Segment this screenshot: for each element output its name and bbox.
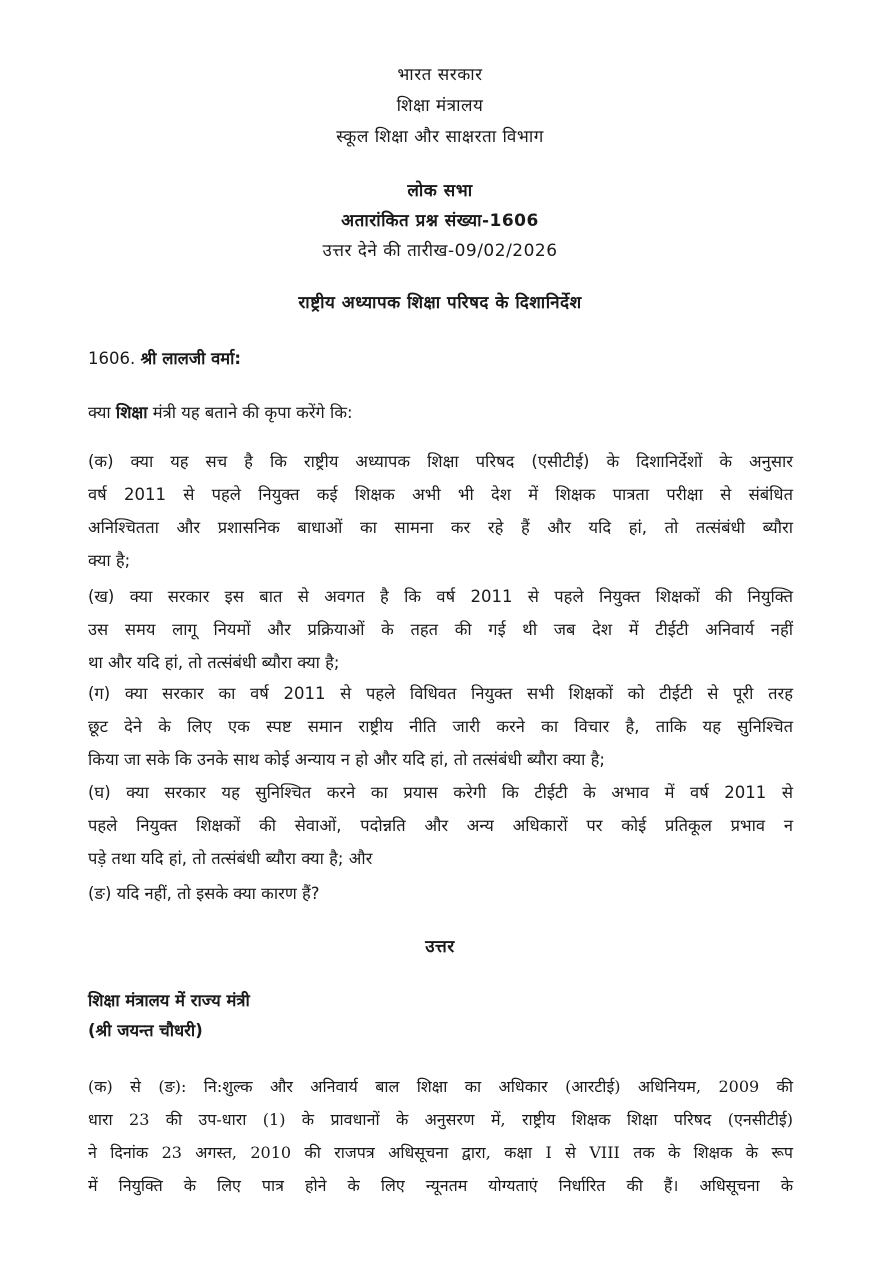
answer-line: में नियुक्ति के लिए पात्र होने के लिए न्यूनतम योग्यताएं निर्धारित की हैं। अधिसूचना के	[88, 1176, 793, 1195]
question-line: पड़े तथा यदि हां, तो तत्संबंधी ब्यौरा क्या है; और	[88, 849, 373, 868]
header-government: भारत सरकार	[397, 65, 483, 85]
questioner-line	[88, 346, 793, 369]
answer-line: ने दिनांक 23 अगस्त, 2010 की राजपत्र अधिसूचना द्वारा, कक्षा I से VIII तक के शिक्षक के रूप	[88, 1143, 793, 1162]
question-line: वर्ष 2011 से पहले नियुक्त कई शिक्षक अभी भी देश में शिक्षक पात्रता परीक्षा से संबंधित	[88, 485, 793, 504]
intro-line	[88, 400, 793, 423]
question-line: छूट देने के लिए एक स्पष्ट समान राष्ट्रीय नीति जारी करने का विचार है, ताकि यह सुनिश्चित	[88, 717, 793, 736]
question-line: पहले नियुक्त शिक्षकों की सेवाओं, पदोन्नति और अन्य अधिकारों पर कोई प्रतिकूल प्रभाव न	[88, 816, 793, 835]
answer-line: धारा 23 की उप-धारा (1) के प्रावधानों के अनुसरण में, राष्ट्रीय शिक्षक शिक्षा परिषद (एनसीटीई)	[88, 1110, 793, 1129]
question-line: था और यदि हां, तो तत्संबंधी ब्यौरा क्या है;	[88, 653, 340, 672]
header-department: स्कूल शिक्षा और साक्षरता विभाग	[336, 127, 544, 147]
question-kha	[88, 580, 793, 679]
house-name: लोक सभा	[407, 181, 473, 201]
question-number-heading: अतारांकित प्रश्न संख्या-1606	[341, 211, 539, 231]
question-line: अनिश्चितता और प्रशासनिक बाधाओं का सामना कर रहे हैं और यदि हां, तो तत्संबंधी ब्यौरा	[88, 518, 793, 537]
answer-date: उत्तर देने की तारीख-09/02/2026	[322, 241, 558, 261]
question-line: किया जा सके कि उनके साथ कोई अन्याय न हो और यदि हां, तो तत्संबंधी ब्यौरा क्या है;	[88, 750, 605, 769]
intro-prefix: क्या	[88, 403, 111, 422]
question-line: (ग) क्या सरकार का वर्ष 2011 से पहले विधिवत नियुक्त सभी शिक्षकों को टीईटी से पूरी तरह	[88, 684, 793, 703]
question-line: उस समय लागू नियमों और प्रक्रियाओं के तहत की गई थी जब देश में टीईटी अनिवार्य नहीं	[88, 620, 793, 639]
question-line: (क) क्या यह सच है कि राष्ट्रीय अध्यापक शिक्षा परिषद (एसीटीई) के दिशानिर्देशों के अनुसार	[88, 452, 793, 471]
answer-paragraph	[88, 1070, 793, 1202]
answer-line: (क) से (ङ): नि:शुल्क और अनिवार्य बाल शिक्षा का अधिकार (आरटीई) अधिनियम, 2009 की	[88, 1077, 793, 1096]
question-nga	[88, 877, 793, 910]
header-ministry: शिक्षा मंत्रालय	[396, 96, 484, 116]
intro-rest: मंत्री यह बताने की कृपा करेंगे कि:	[152, 403, 353, 422]
answer-heading: उत्तर	[425, 937, 455, 957]
question-line: (ख) क्या सरकार इस बात से अवगत है कि वर्ष 2011 से पहले नियुक्त शिक्षकों की नियुक्ति	[88, 587, 793, 606]
question-ka	[88, 445, 793, 577]
minister-title: शिक्षा मंत्रालय में राज्य मंत्री	[88, 991, 250, 1010]
minister-name: (श्री जयन्त चौधरी)	[88, 1021, 203, 1040]
question-number: 1606.	[88, 349, 136, 368]
question-gha	[88, 776, 793, 875]
subject-title: राष्ट्रीय अध्यापक शिक्षा परिषद के दिशानिर्देश	[298, 293, 582, 313]
intro-bold-word: शिक्षा	[115, 403, 148, 422]
question-line: (घ) क्या सरकार यह सुनिश्चित करने का प्रयास करेगी कि टीईटी के अभाव में वर्ष 2011 से	[88, 783, 793, 802]
question-line: (ङ) यदि नहीं, तो इसके क्या कारण हैं?	[88, 884, 320, 903]
question-line: क्या है;	[88, 551, 131, 570]
question-ga	[88, 677, 793, 776]
member-name: श्री लालजी वर्मा:	[140, 349, 242, 368]
